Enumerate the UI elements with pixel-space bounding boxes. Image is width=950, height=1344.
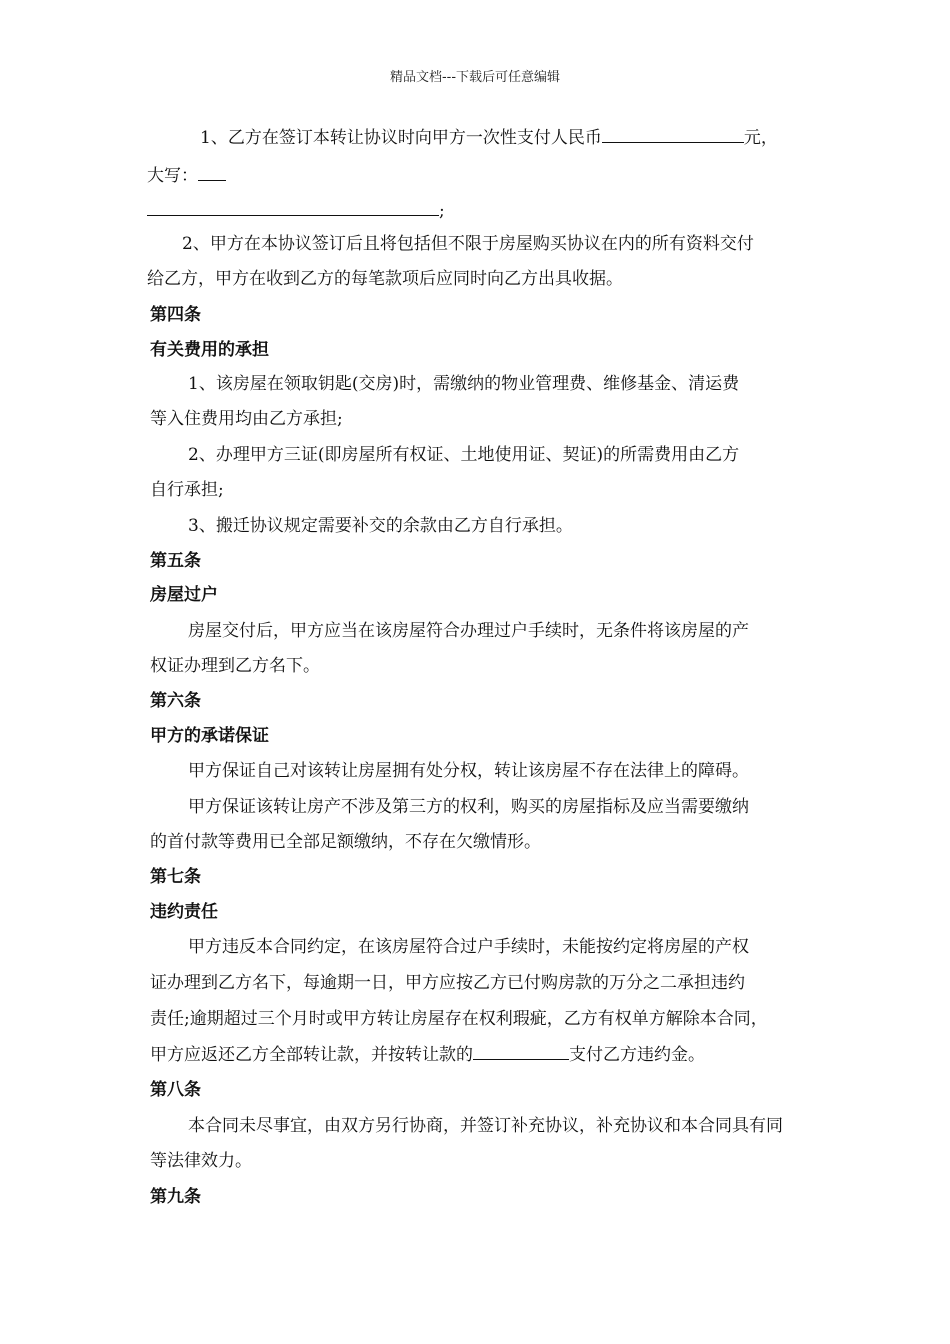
article-6-line-1: 甲方保证自己对该转让房屋拥有处分权，转让该房屋不存在法律上的障碍。 (188, 761, 749, 781)
article-8-number: 第八条 (150, 1080, 201, 1100)
article-5-line-2: 权证办理到乙方名下。 (150, 656, 320, 676)
article-4-title: 有关费用的承担 (150, 340, 269, 360)
article-7-number: 第七条 (150, 867, 201, 887)
article-5-line-1: 房屋交付后，甲方应当在该房屋符合办理过户手续时，无条件将该房屋的产 (188, 621, 749, 641)
article-7-line-1: 甲方违反本合同约定，在该房屋符合过户手续时，未能按约定将房屋的产权 (188, 937, 749, 957)
article-4-line-2: 等入住费用均由乙方承担; (150, 409, 343, 429)
article-7-line-4-suffix: 支付乙方违约金。 (569, 1045, 705, 1065)
article-4-line-4: 自行承担; (150, 480, 224, 500)
amount-in-words-continuation (147, 199, 445, 222)
article-7-title: 违约责任 (150, 902, 218, 922)
article-5-number: 第五条 (150, 551, 201, 571)
article-7-line-4 (150, 1043, 705, 1066)
article-5-title: 房屋过户 (150, 585, 218, 605)
article-8-line-1: 本合同未尽事宜，由双方另行协商，并签订补充协议，补充协议和本合同具有同 (188, 1116, 783, 1136)
penalty-blank (473, 1043, 569, 1060)
payment-clause-2-line-2: 给乙方，甲方在收到乙方的每笔款项后应同时向乙方出具收据。 (147, 269, 623, 289)
article-7-line-2: 证办理到乙方名下，每逾期一日，甲方应按乙方已付购房款的万分之二承担违约 (150, 973, 745, 993)
article-6-title: 甲方的承诺保证 (150, 726, 269, 746)
article-4-line-1: 1、该房屋在领取钥匙(交房)时，需缴纳的物业管理费、维修基金、清运费 (188, 374, 740, 394)
article-6-line-2: 甲方保证该转让房产不涉及第三方的权利，购买的房屋指标及应当需要缴纳 (188, 797, 749, 817)
amount-in-words-line (147, 164, 226, 187)
article-7-line-4-prefix: 甲方应返还乙方全部转让款，并按转让款的 (150, 1045, 473, 1065)
payment-clause-1 (200, 126, 778, 149)
article-4-line-3: 2、办理甲方三证(即房屋所有权证、土地使用证、契证)的所需费用由乙方 (188, 445, 740, 465)
article-4-line-5: 3、搬迁协议规定需要补交的余款由乙方自行承担。 (188, 516, 573, 536)
header-watermark: 精品文档---下载后可任意编辑 (389, 70, 561, 85)
amount-blank (602, 126, 744, 143)
payment-clause-2-line-1: 2、甲方在本协议签订后且将包括但不限于房屋购买协议在内的所有资料交付 (182, 234, 754, 254)
amount-in-words-long-blank (147, 199, 439, 216)
article-7-line-3: 责任;逾期超过三个月时或甲方转让房屋存在权利瑕疵，乙方有权单方解除本合同， (150, 1009, 768, 1029)
article-6-number: 第六条 (150, 691, 201, 711)
article-9-number: 第九条 (150, 1187, 201, 1207)
article-4-number: 第四条 (150, 305, 201, 325)
payment-clause-1-suffix: 元， (743, 128, 778, 148)
amount-in-words-label: 大写： (147, 166, 198, 186)
article-6-line-3: 的首付款等费用已全部足额缴纳，不存在欠缴情形。 (150, 832, 541, 852)
amount-in-words-end: ; (439, 201, 445, 221)
amount-in-words-blank (198, 164, 226, 181)
article-8-line-2: 等法律效力。 (150, 1151, 252, 1171)
payment-clause-1-text: 1、乙方在签订本转让协议时向甲方一次性支付人民币 (200, 128, 602, 148)
